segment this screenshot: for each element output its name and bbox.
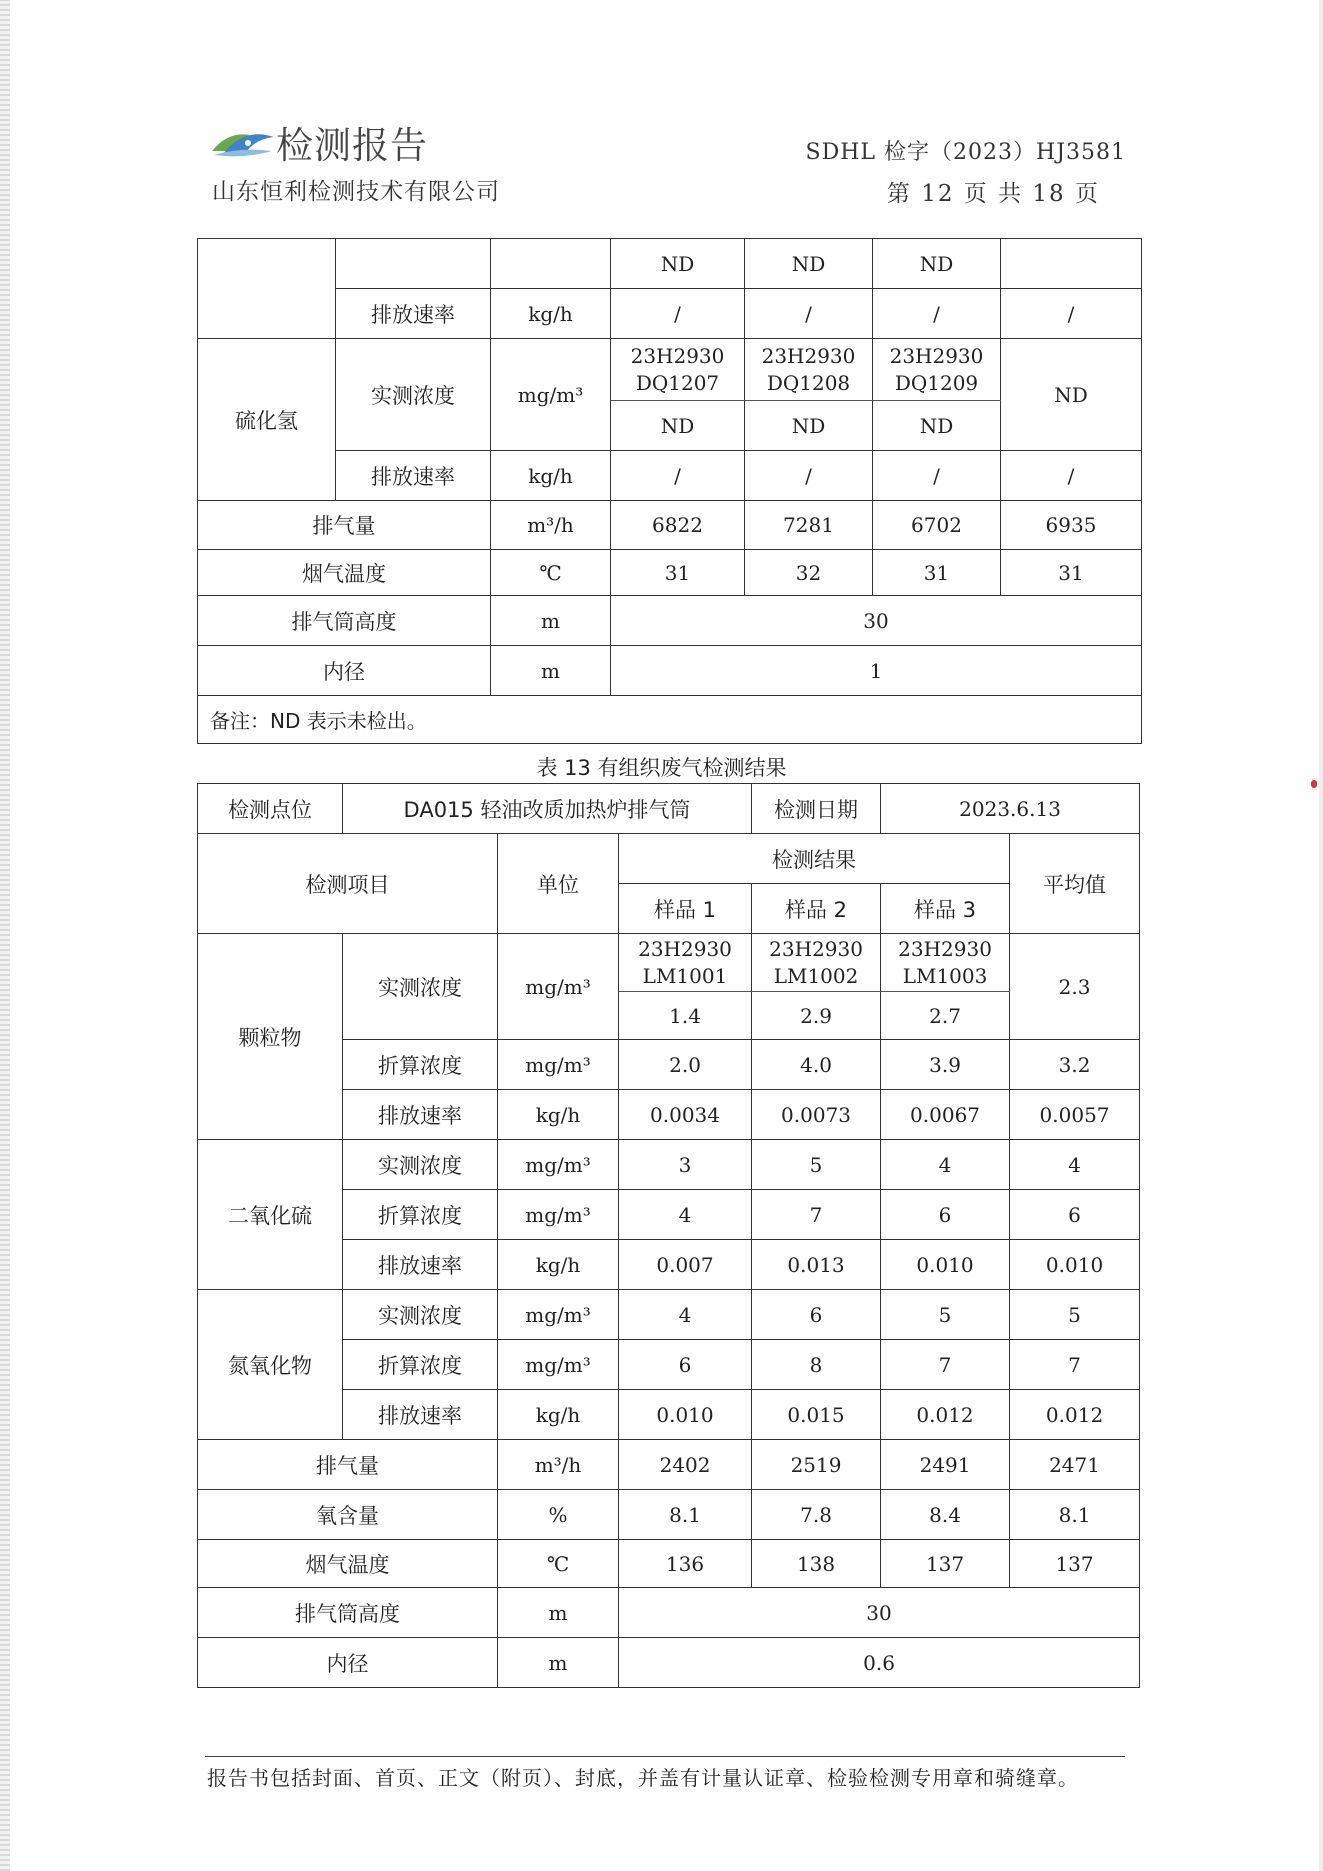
table-cell: 0.010: [619, 1390, 752, 1440]
table-cell: 138: [752, 1540, 881, 1588]
row-label: 内径: [198, 646, 491, 696]
table-cell: 7.8: [752, 1490, 881, 1540]
unit-cell: kg/h: [498, 1240, 619, 1290]
table-cell: [1001, 239, 1142, 289]
table-cell: 30: [619, 1588, 1140, 1638]
table-cell: 0.0057: [1010, 1090, 1140, 1140]
row-label: 排放速率: [336, 289, 491, 339]
sample-header: 样品 2: [752, 884, 881, 934]
sample-id: DQ1208: [766, 370, 851, 395]
scan-edge: [0, 0, 10, 1871]
unit-cell: mg/m³: [498, 1040, 619, 1090]
report-header: [210, 115, 1130, 205]
table-cell: 0.012: [881, 1390, 1010, 1440]
table-cell: 5: [881, 1290, 1010, 1340]
table-cell: 2.0: [619, 1040, 752, 1090]
sample-id: 23H2930: [630, 343, 725, 368]
page-indicator: 第 12 页 共 18 页: [886, 181, 1100, 207]
unit-cell: mg/m³: [498, 934, 619, 1040]
row-label: 氧含量: [198, 1490, 498, 1540]
table-cell: 4.0: [752, 1040, 881, 1090]
point-value: DA015 轻油改质加热炉排气筒: [343, 784, 752, 834]
table-cell: /: [611, 289, 745, 339]
table-cell: 136: [619, 1540, 752, 1588]
table-cell: 2.9: [752, 992, 881, 1040]
table-cell: 0.010: [1010, 1240, 1140, 1290]
unit-cell: ℃: [491, 550, 611, 596]
table-cell: 8.4: [881, 1490, 1010, 1540]
row-label: 排放速率: [343, 1240, 498, 1290]
sample-id: LM1003: [902, 963, 988, 988]
table-cell: 1: [611, 646, 1142, 696]
blank-cell: [336, 239, 491, 289]
table-cell: 4: [619, 1290, 752, 1340]
sample-id-cell: [745, 339, 873, 401]
table-cell: 0.015: [752, 1390, 881, 1440]
table-cell: 7: [881, 1340, 1010, 1390]
table-cell: 6: [1010, 1190, 1140, 1240]
table-note: 备注：ND 表示未检出。: [198, 696, 1142, 744]
table-cell: 8.1: [1010, 1490, 1140, 1540]
unit-cell: mg/m³: [498, 1290, 619, 1340]
table-cell: 2402: [619, 1440, 752, 1490]
unit-cell: mg/m³: [498, 1190, 619, 1240]
row-label: 实测浓度: [343, 934, 498, 1040]
table-cell: 7: [752, 1190, 881, 1240]
row-label: 折算浓度: [343, 1190, 498, 1240]
table-cell: 0.013: [752, 1240, 881, 1290]
unit-cell: ℃: [498, 1540, 619, 1588]
sample-id-cell: [881, 934, 1010, 992]
table-cell: ND: [873, 401, 1001, 451]
unit-cell: m³/h: [491, 501, 611, 550]
sample-id-cell: [752, 934, 881, 992]
unit-cell: kg/h: [491, 289, 611, 339]
sample-id: 23H2930: [761, 343, 856, 368]
table-cell: ND: [745, 239, 873, 289]
row-label: 内径: [198, 1638, 498, 1688]
table-cell: 0.007: [619, 1240, 752, 1290]
table-cell: 6702: [873, 501, 1001, 550]
unit-cell: kg/h: [498, 1390, 619, 1440]
table-cell: 6: [752, 1290, 881, 1340]
row-label: 排放速率: [343, 1090, 498, 1140]
blank-cell: [491, 239, 611, 289]
table-cell: ND: [611, 401, 745, 451]
table-cell: 31: [873, 550, 1001, 596]
table-cell: 0.012: [1010, 1390, 1140, 1440]
company-name: 山东恒利检测技术有限公司: [212, 179, 500, 205]
date-label: 检测日期: [752, 784, 881, 834]
table-cell: 3.2: [1010, 1040, 1140, 1090]
row-label: 烟气温度: [198, 1540, 498, 1588]
table-cell: /: [1001, 289, 1142, 339]
table-cell: 31: [1001, 550, 1142, 596]
table-cell: 2.7: [881, 992, 1010, 1040]
sample-header: 样品 3: [881, 884, 1010, 934]
table-cell: 32: [745, 550, 873, 596]
unit-cell: m: [498, 1638, 619, 1688]
sample-id: 23H2930: [769, 936, 863, 961]
sample-header: 样品 1: [619, 884, 752, 934]
table-cell: 4: [1010, 1140, 1140, 1190]
table-cell: 0.6: [619, 1638, 1140, 1688]
unit-cell: %: [498, 1490, 619, 1540]
average-header: 平均值: [1010, 834, 1140, 934]
footer-statement: 报告书包括封面、首页、正文（附页）、封底，并盖有计量认证章、检验检测专用章和骑缝章。: [207, 1766, 1079, 1790]
table-cell: /: [873, 451, 1001, 501]
sample-id: DQ1209: [894, 370, 979, 395]
table-cell: 0.0073: [752, 1090, 881, 1140]
row-label: 实测浓度: [343, 1290, 498, 1340]
table-cell: 0.0067: [881, 1090, 1010, 1140]
table-cell: 31: [611, 550, 745, 596]
table-cell: 4: [881, 1140, 1010, 1190]
row-label: 排气量: [198, 1440, 498, 1490]
unit-cell: m³/h: [498, 1440, 619, 1490]
report-title: 检测报告: [276, 124, 428, 167]
table-cell: 4: [619, 1190, 752, 1240]
average-cell: ND: [1001, 339, 1142, 451]
pollutant-name: 硫化氢: [198, 339, 336, 501]
blank-cell: [198, 239, 336, 339]
unit-header: 单位: [498, 834, 619, 934]
table-cell: /: [611, 451, 745, 501]
sample-id: 23H2930: [889, 343, 984, 368]
table-cell: /: [745, 451, 873, 501]
item-header: 检测项目: [198, 834, 498, 934]
row-label: 排气量: [198, 501, 491, 550]
table-cell: 0.010: [881, 1240, 1010, 1290]
point-label: 检测点位: [198, 784, 343, 834]
row-label: 折算浓度: [343, 1340, 498, 1390]
sample-id: DQ1207: [635, 370, 720, 395]
row-label: 排放速率: [336, 451, 491, 501]
table-cell: 6822: [611, 501, 745, 550]
table-cell: 6935: [1001, 501, 1142, 550]
unit-cell: mg/m³: [498, 1340, 619, 1390]
sample-id-cell: [619, 934, 752, 992]
sample-id: 23H2930: [638, 936, 732, 961]
row-label: 折算浓度: [343, 1040, 498, 1090]
table-cell: 8: [752, 1340, 881, 1390]
table-cell: 7281: [745, 501, 873, 550]
table-cell: 137: [881, 1540, 1010, 1588]
table-cell: 1.4: [619, 992, 752, 1040]
unit-cell: kg/h: [491, 451, 611, 501]
results-table-13: [197, 783, 1140, 1688]
pollutant-name: 颗粒物: [198, 934, 343, 1140]
table-cell: 6: [881, 1190, 1010, 1240]
date-value: 2023.6.13: [881, 784, 1140, 834]
table-cell: /: [1001, 451, 1142, 501]
table-cell: 3: [619, 1140, 752, 1190]
document-number: SDHL 检字（2023）HJ3581: [805, 140, 1126, 165]
table-cell: 8.1: [619, 1490, 752, 1540]
row-label: 烟气温度: [198, 550, 491, 596]
table-cell: 2471: [1010, 1440, 1140, 1490]
table-cell: ND: [611, 239, 745, 289]
table-cell: ND: [873, 239, 1001, 289]
row-label: 排放速率: [343, 1390, 498, 1440]
sample-id: LM1002: [773, 963, 859, 988]
table-cell: 7: [1010, 1340, 1140, 1390]
table-cell: /: [873, 289, 1001, 339]
table-cell: 5: [1010, 1290, 1140, 1340]
row-label: 实测浓度: [336, 339, 491, 451]
table-caption: 表 13 有组织废气检测结果: [536, 756, 787, 780]
company-logo-icon: [210, 125, 276, 161]
row-label: 排气筒高度: [198, 1588, 498, 1638]
unit-cell: m: [491, 646, 611, 696]
table-cell: 30: [611, 596, 1142, 646]
sample-id-cell: [611, 339, 745, 401]
table-cell: 2519: [752, 1440, 881, 1490]
pollutant-name: 氮氧化物: [198, 1290, 343, 1440]
unit-cell: m: [491, 596, 611, 646]
pollutant-name: 二氧化硫: [198, 1140, 343, 1290]
table-cell: 2491: [881, 1440, 1010, 1490]
table-cell: /: [745, 289, 873, 339]
row-label: 实测浓度: [343, 1140, 498, 1190]
table-cell: 6: [619, 1340, 752, 1390]
sample-id: 23H2930: [898, 936, 992, 961]
continued-results-table: [197, 238, 1142, 744]
result-header: 检测结果: [619, 834, 1010, 884]
footer-divider: [205, 1756, 1125, 1757]
table-cell: 5: [752, 1140, 881, 1190]
unit-cell: m: [498, 1588, 619, 1638]
row-label: 排气筒高度: [198, 596, 491, 646]
table-cell: 3.9: [881, 1040, 1010, 1090]
scan-edge-right: [1319, 0, 1323, 1871]
unit-cell: kg/h: [498, 1090, 619, 1140]
table-cell: 0.0034: [619, 1090, 752, 1140]
table-cell: ND: [745, 401, 873, 451]
sample-id-cell: [873, 339, 1001, 401]
unit-cell: mg/m³: [498, 1140, 619, 1190]
sample-id: LM1001: [642, 963, 728, 988]
table-cell: 137: [1010, 1540, 1140, 1588]
average-cell: 2.3: [1010, 934, 1140, 1040]
unit-cell: mg/m³: [491, 339, 611, 451]
